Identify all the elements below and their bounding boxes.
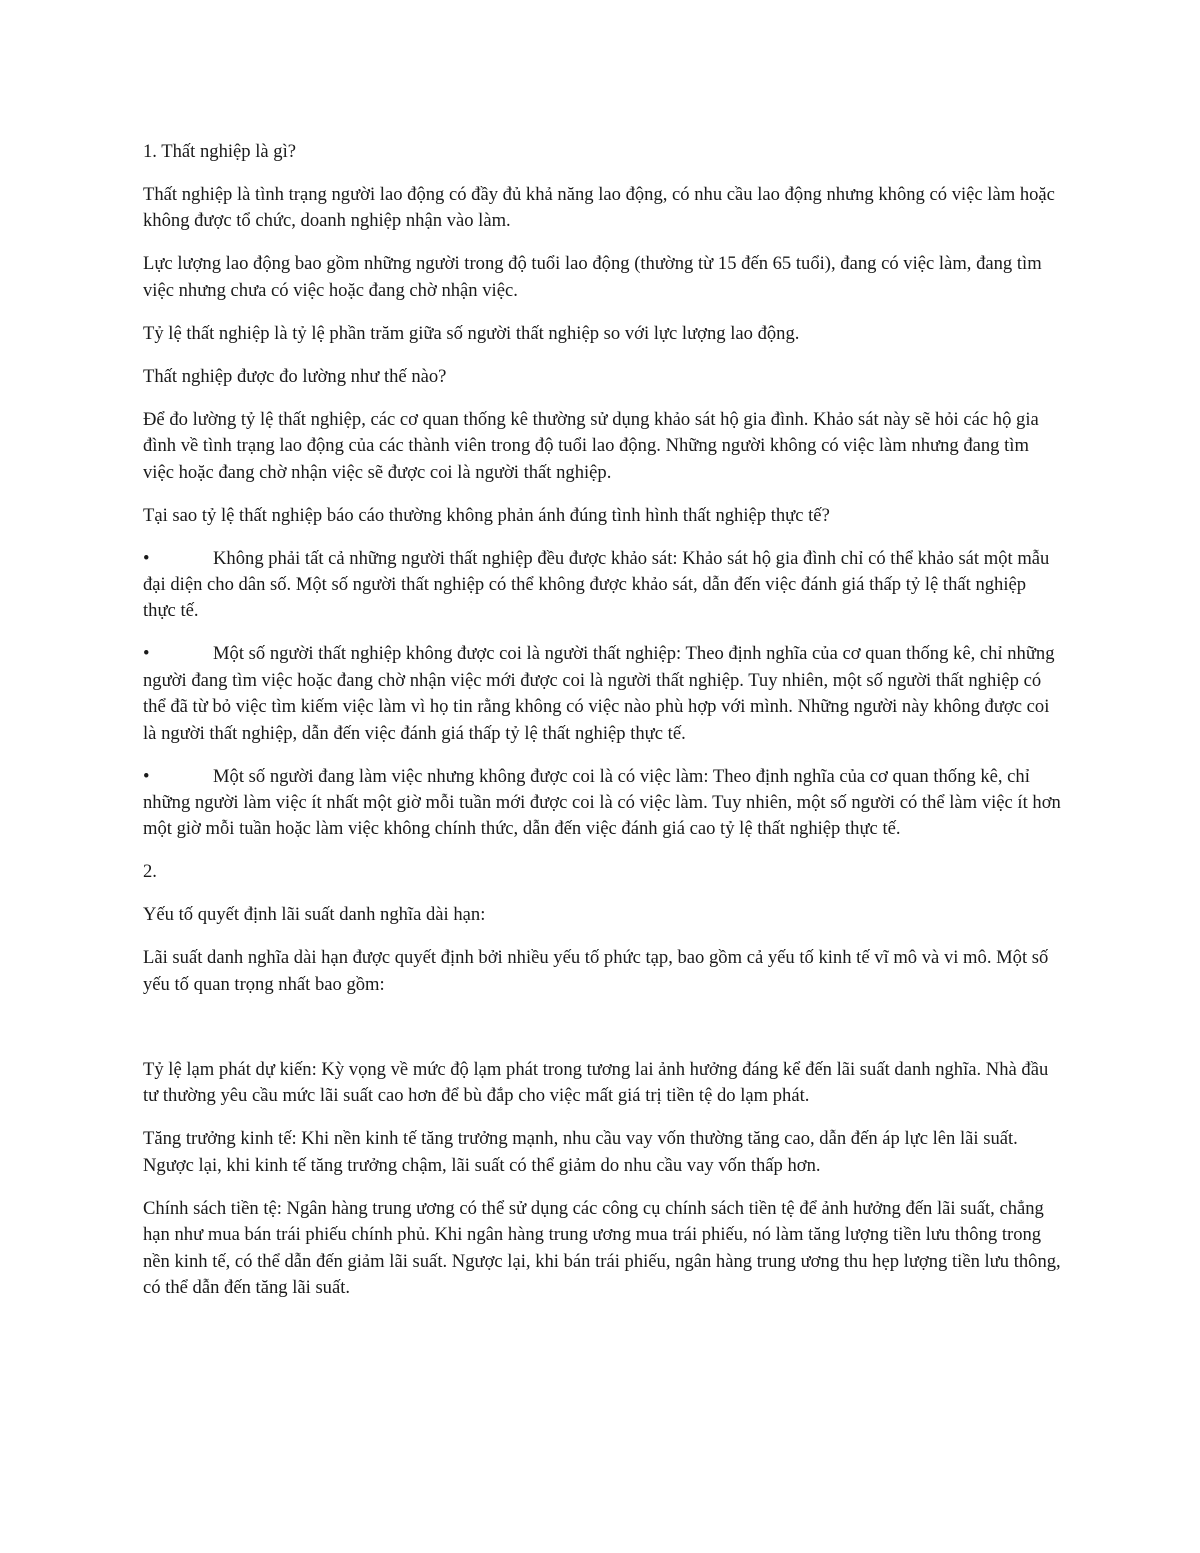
paragraph-interest-factors-intro: Lãi suất danh nghĩa dài hạn được quyết định bởi nhiều yếu tố phức tạp, bao gồm cả yếu tố kinh tế vĩ mô và vi mô. Một số yếu tố quan trọng nhất bao gồm: (143, 947, 1049, 995)
paragraph-labor-force: Lực lượng lao động bao gồm những người trong độ tuổi lao động (thường từ 15 đến 65 tuổi), đang có việc làm, đang tìm việc nhưng chưa có việc hoặc đang chờ nhận việc. (143, 253, 1042, 301)
bullet-text: Một số người đang làm việc nhưng không được coi là có việc làm: Theo định nghĩa của cơ quan thống kê, chỉ những người làm việc ít nhất một giờ mỗi tuần mới được coi là có việc làm. Tuy nhiên, một số người có thể làm việc ít hơn một giờ mỗi tuần hoặc làm việc không chính thức, dẫn đến việc đánh giá cao tỷ lệ thất nghiệp thực tế. (143, 765, 1061, 840)
bullet-text: Không phải tất cả những người thất nghiệp đều được khảo sát: Khảo sát hộ gia đình chỉ có thể khảo sát một mẫu đại diện cho dân số. Một số người thất nghiệp có thể không được khảo sát, dẫn đến việc đánh giá thấp tỷ lệ thất nghiệp thực tế. (143, 547, 1050, 622)
bullet-icon: • (143, 765, 150, 787)
bullet-text: Một số người thất nghiệp không được coi là người thất nghiệp: Theo định nghĩa của cơ quan thống kê, chỉ những người đang tìm việc hoặc đang chờ nhận việc mới được coi là người thất nghiệp. Tuy nhiên, một số người thất nghiệp có thể đã từ bỏ việc tìm kiếm việc làm vì họ tin rằng không có việc nào phù hợp với mình. Những người này không được coi là người thất nghiệp, dẫn đến việc đánh giá thấp tỷ lệ thất nghiệp thực tế. (143, 643, 1055, 744)
bullet-icon: • (143, 643, 150, 665)
bullet-icon: • (143, 547, 150, 569)
section-1-heading: 1. Thất nghiệp là gì? (143, 141, 297, 162)
blank-line (143, 1015, 1063, 1057)
paragraph-measurement-answer: Để đo lường tỷ lệ thất nghiệp, các cơ quan thống kê thường sử dụng khảo sát hộ gia đình. Khảo sát này sẽ hỏi các hộ gia đình về tình trạng lao động của các thành viên trong độ tuổi lao động. Những người không có việc làm nhưng đang tìm việc hoặc đang chờ nhận việc sẽ được coi là người thất nghiệp. (143, 408, 1039, 483)
section-2-heading: 2. (143, 861, 157, 883)
paragraph-expected-inflation: Tỷ lệ lạm phát dự kiến: Kỳ vọng về mức độ lạm phát trong tương lai ảnh hưởng đáng kể đến lãi suất danh nghĩa. Nhà đầu tư thường yêu cầu mức lãi suất cao hơn để bù đắp cho việc mất giá trị tiền tệ do lạm phát. (143, 1058, 1049, 1107)
paragraph-economic-growth: Tăng trưởng kinh tế: Khi nền kinh tế tăng trưởng mạnh, nhu cầu vay vốn thường tăng cao, dẫn đến áp lực lên lãi suất. Ngược lại, khi kinh tế tăng trưởng chậm, lãi suất có thể giảm do nhu cầu vay vốn thấp hơn. (143, 1128, 1018, 1176)
bullet-item (143, 764, 1063, 843)
paragraph-why-question: Tại sao tỷ lệ thất nghiệp báo cáo thường không phản ánh đúng tình hình thất nghiệp thực tế? (143, 504, 830, 526)
paragraph-monetary-policy: Chính sách tiền tệ: Ngân hàng trung ương có thể sử dụng các công cụ chính sách tiền tệ để ảnh hưởng đến lãi suất, chẳng hạn như mua bán trái phiếu chính phủ. Khi ngân hàng trung ương mua trái phiếu, nó làm tăng lượng tiền lưu thông trong nền kinh tế, có thể dẫn đến giảm lãi suất. Ngược lại, khi bán trái phiếu, ngân hàng trung ương thu hẹp lượng tiền lưu thông, có thể dẫn đến tăng lãi suất. (143, 1197, 1061, 1298)
paragraph-unemployment-rate: Tỷ lệ thất nghiệp là tỷ lệ phần trăm giữa số người thất nghiệp so với lực lượng lao động. (143, 322, 800, 344)
paragraph-interest-factors-title: Yếu tố quyết định lãi suất danh nghĩa dài hạn: (143, 904, 486, 926)
document-body (143, 139, 1063, 1318)
paragraph-measurement-question: Thất nghiệp được đo lường như thế nào? (143, 365, 447, 387)
bullet-item (143, 641, 1063, 747)
paragraph-unemployment-definition: Thất nghiệp là tình trạng người lao động có đầy đủ khả năng lao động, có nhu cầu lao động nhưng không có việc làm hoặc không được tổ chức, doanh nghiệp nhận vào làm. (143, 184, 1055, 232)
bullet-item (143, 546, 1063, 625)
